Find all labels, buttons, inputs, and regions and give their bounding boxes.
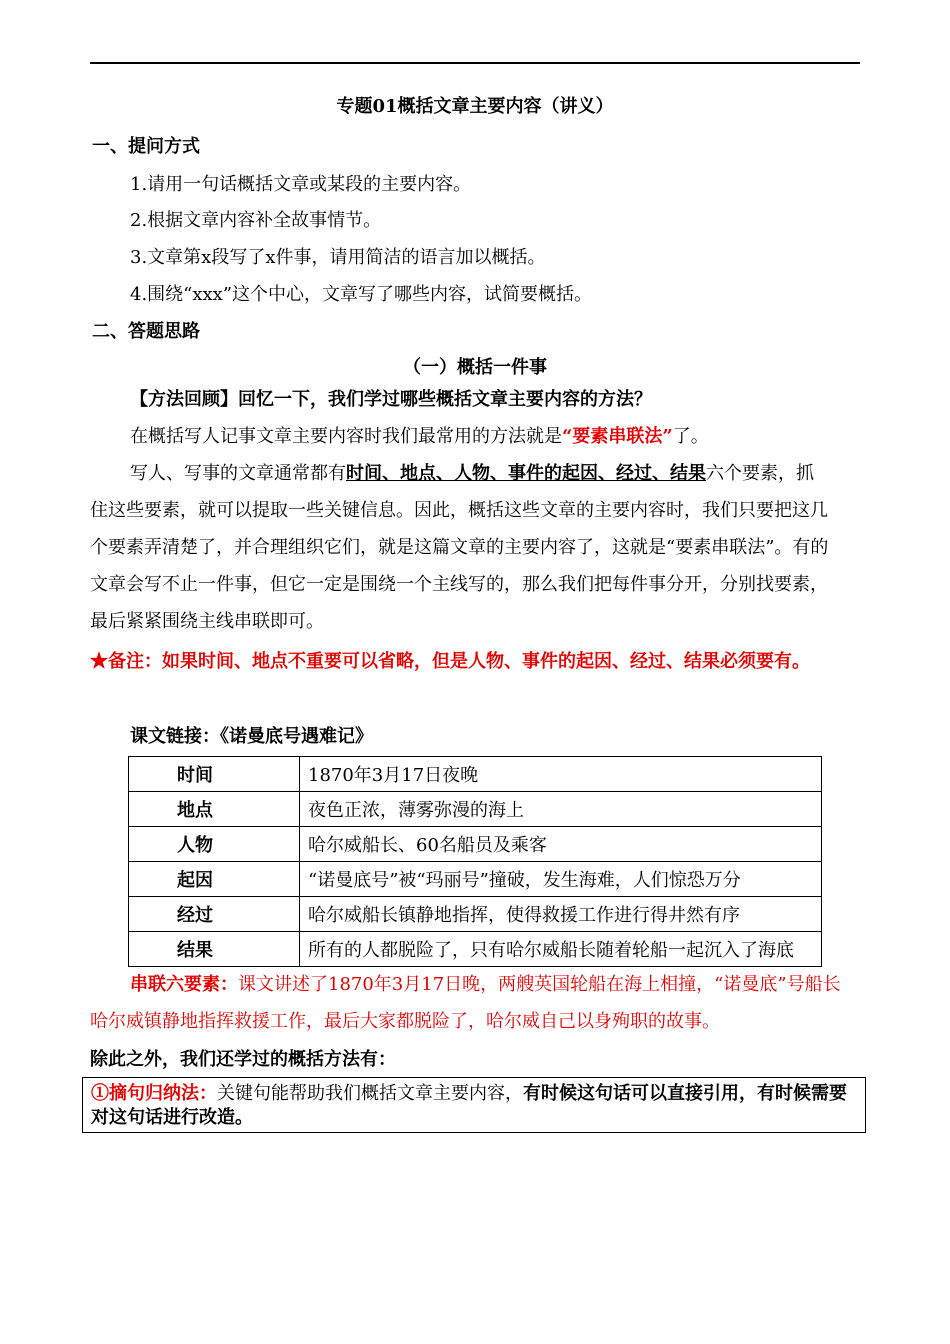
box-label: ①摘句归纳法：	[91, 1083, 217, 1104]
list-item: 1.请用一句话概括文章或某段的主要内容。	[130, 174, 472, 195]
list-item: 2.根据文章内容补全故事情节。	[130, 210, 382, 231]
section2-heading: 二、答题思路	[92, 321, 200, 342]
section1-heading: 一、提问方式	[92, 136, 200, 157]
table-value: 1870年3月17日夜晚	[300, 757, 822, 792]
table-key: 时间	[129, 757, 300, 792]
summary-text: 课文讲述了1870年3月17日晚，两艘英国轮船在海上相撞，“诺曼底”号船长哈尔威镇静地指挥救援工作，最后大家都脱险了，哈尔威自己以身殉职的故事。	[90, 974, 841, 1032]
table-row	[129, 862, 822, 897]
box-text: 关键句能帮助我们概括文章主要内容，	[217, 1083, 523, 1104]
table-row	[129, 827, 822, 862]
table-key: 人物	[129, 827, 300, 862]
table-value: 夜色正浓，薄雾弥漫的海上	[300, 792, 822, 827]
note: ★备注：如果时间、地点不重要可以省略，但是人物、事件的起因、经过、结果必须要有。	[90, 651, 810, 672]
table-value: 哈尔威船长、60名船员及乘客	[300, 827, 822, 862]
elements-table	[128, 756, 822, 967]
table-row	[129, 757, 822, 792]
table-value: 哈尔威船长镇静地指挥，使得救援工作进行得井然有序	[300, 897, 822, 932]
table-row	[129, 792, 822, 827]
table-row	[129, 897, 822, 932]
table-row	[129, 932, 822, 967]
p1-emphasis: “要素串联法”	[562, 426, 673, 447]
list-item: 3.文章第x段写了x件事，请用简洁的语言加以概括。	[130, 247, 546, 268]
p2-text: 写人、写事的文章通常都有	[130, 463, 346, 484]
paragraph-2	[90, 455, 830, 640]
table-key: 起因	[129, 862, 300, 897]
table-value: “诺曼底号”被“玛丽号”撞破，发生海难，人们惊恐万分	[300, 862, 822, 897]
method-review: 【方法回顾】回忆一下，我们学过哪些概括文章主要内容的方法？	[130, 389, 652, 410]
page-title: 专题01概括文章主要内容（讲义）	[336, 96, 614, 117]
table-key: 结果	[129, 932, 300, 967]
header-rule	[90, 62, 860, 64]
table-key: 经过	[129, 897, 300, 932]
box-bold-text: 有时候这句话可以直接引用，有时候需要对这句话进行改造。	[91, 1083, 847, 1128]
table-key: 地点	[129, 792, 300, 827]
list-item: 4.围绕“xxx”这个中心，文章写了哪些内容，试简要概括。	[130, 284, 593, 305]
lesson-link: 课文链接：《诺曼底号遇难记》	[130, 726, 373, 747]
p2-emphasis: 时间、地点、人物、事件的起因、经过、结果	[346, 463, 706, 484]
summary	[90, 966, 850, 1040]
paragraph-1	[90, 418, 830, 455]
summary-label: 串联六要素：	[130, 974, 238, 995]
p2-tail: 六个要素，抓住这些要素，就可以提取一些关键信息。因此，概括这些文章的主要内容时，我们只要把这几个要素弄清楚了，并合理组织它们，就是这篇文章的主要内容了，这就是“要素串联法”。有的文章会写不止一件事，但它一定是围绕一个主线写的，那么我们把每件事分开，分别找要素，最后紧紧围绕主线串联即可。	[90, 463, 829, 632]
method-box	[82, 1077, 866, 1133]
more-methods: 除此之外，我们还学过的概括方法有：	[90, 1049, 396, 1070]
p1-text: 在概括写人记事文章主要内容时我们最常用的方法就是	[130, 426, 562, 447]
p1-tail: 了。	[672, 426, 709, 447]
subsection-heading: （一）概括一件事	[403, 357, 547, 378]
table-value: 所有的人都脱险了，只有哈尔威船长随着轮船一起沉入了海底	[300, 932, 822, 967]
